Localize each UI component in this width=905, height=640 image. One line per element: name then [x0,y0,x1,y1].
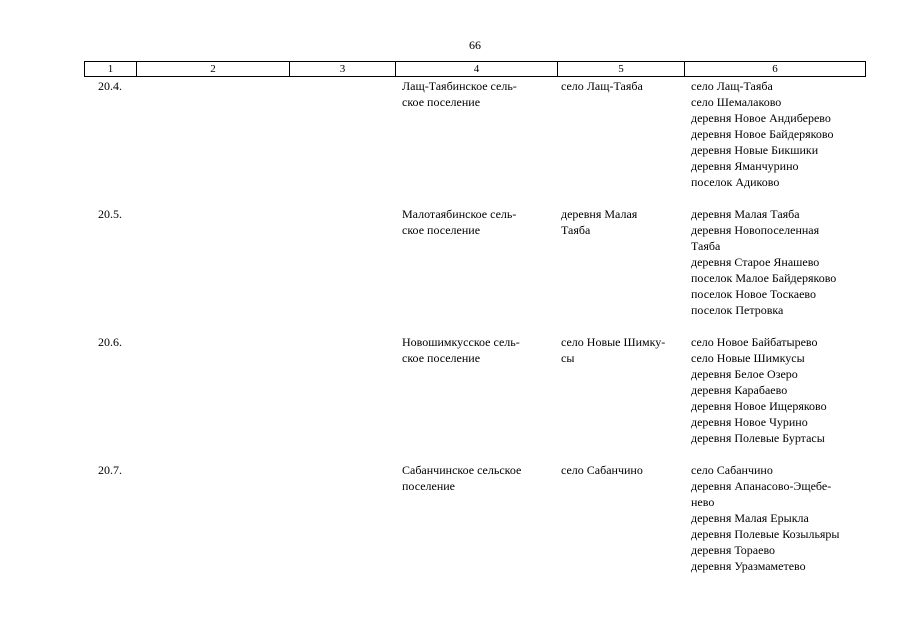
administrative-center: село Лащ-Таяба [561,79,643,93]
page-number: 66 [469,38,481,52]
settlement-places: село Новое Байбатырево село Новые Шимкусы деревня Белое Озеро деревня Карабаево деревня Новое Ищеряково деревня Новое Чурино деревня Полевые Буртасы [691,335,827,445]
administrative-center: село Новые Шимку- сы [561,335,666,365]
header-cell-2: 2 [137,62,290,77]
table-row [84,334,865,446]
settlement-places: деревня Малая Таяба деревня Новопоселенная Таяба деревня Старое Янашево поселок Малое Байдеряково поселок Новое Тоскаево поселок Петровка [691,207,837,317]
settlement-name: Новошимкусское сель- ское поселение [402,335,520,365]
settlement-name: Лащ-Таябинское сель- ское поселение [402,79,517,109]
table-row [84,462,865,574]
row-number: 20.7. [98,463,122,477]
table-body [84,78,865,590]
header-cell-3: 3 [290,62,396,77]
table-row [84,78,865,190]
header-cell-5: 5 [558,62,685,77]
settlement-name: Малотаябинское сель- ское поселение [402,207,517,237]
header-cell-1: 1 [85,62,137,77]
header-cell-6: 6 [685,62,866,77]
settlement-places: село Сабанчино деревня Апанасово-Эщебе- нево деревня Малая Ерыкла деревня Полевые Козыльяры деревня Тораево деревня Уразмаметево [691,463,840,573]
settlement-places: село Лащ-Таяба село Шемалаково деревня Новое Андиберево деревня Новое Байдеряково деревня Новые Бикшики деревня Яманчурино поселок Адиково [691,79,834,189]
administrative-center: деревня Малая Таяба [561,207,638,237]
row-number: 20.5. [98,207,122,221]
header-row [85,62,866,77]
settlement-name: Сабанчинское сельское поселение [402,463,522,493]
row-number: 20.4. [98,79,122,93]
row-number: 20.6. [98,335,122,349]
column-number-header [84,61,866,77]
table-row [84,206,865,318]
administrative-center: село Сабанчино [561,463,643,477]
header-cell-4: 4 [396,62,558,77]
